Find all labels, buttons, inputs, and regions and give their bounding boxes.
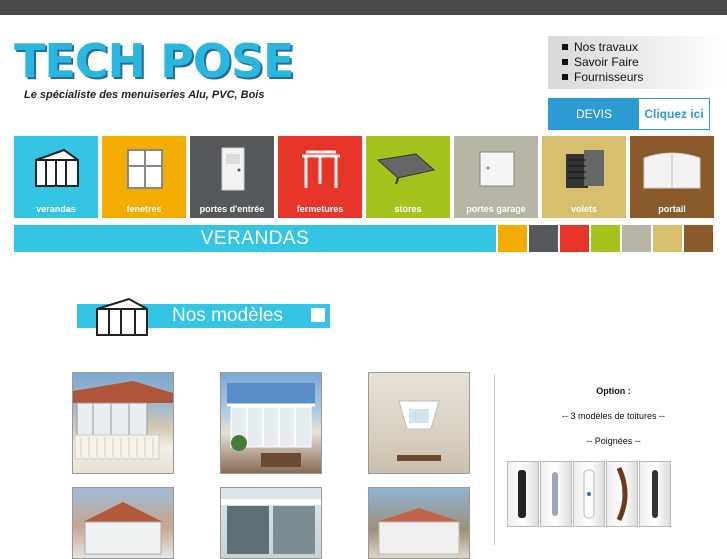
category-label: stores [394, 204, 422, 214]
handle-image[interactable] [573, 461, 605, 527]
veranda-icon [95, 297, 149, 337]
link-savoir-faire[interactable] [548, 55, 727, 70]
category-fenetres[interactable] [102, 136, 186, 218]
category-nav [14, 136, 714, 218]
devis-button[interactable] [548, 98, 710, 130]
category-label: portes d'entrée [199, 204, 265, 214]
pergola-icon [298, 146, 344, 192]
category-label: volets [570, 204, 597, 214]
models-title: Nos modèles [172, 305, 283, 326]
handle-image[interactable] [639, 461, 671, 527]
handle-dark-icon [640, 462, 670, 526]
category-portail[interactable] [630, 136, 714, 218]
veranda-icon [34, 146, 80, 192]
link-fournisseurs[interactable] [548, 70, 727, 85]
options-roofs: -- 3 modèles de toitures -- [561, 411, 666, 421]
logo-subtitle: Le spécialiste des menuiseries Alu, PVC, Bois [24, 89, 265, 101]
swatch-portail[interactable] [684, 225, 713, 252]
category-label: verandas [36, 204, 76, 214]
column-separator [494, 374, 495, 545]
awning-icon [376, 146, 436, 192]
model-photo[interactable] [72, 372, 174, 474]
swatch-portes-entree[interactable] [529, 225, 558, 252]
models-header [77, 297, 330, 337]
swatch-fenetres[interactable] [498, 225, 527, 252]
link-label: Savoir Faire [574, 55, 639, 69]
category-label: fermetures [296, 204, 344, 214]
link-label: Nos travaux [574, 40, 639, 54]
checkbox-icon [311, 308, 325, 322]
bullet-icon [562, 59, 568, 65]
veranda-photo-image [221, 373, 321, 473]
veranda-photo-image [73, 373, 173, 473]
category-label: fenetres [126, 204, 162, 214]
bullet-icon [562, 74, 568, 80]
top-bar [0, 0, 727, 15]
veranda-photo-image [369, 373, 469, 473]
category-stores[interactable] [366, 136, 450, 218]
window-icon [122, 146, 168, 192]
handle-image[interactable] [606, 461, 638, 527]
options-title: Option : [596, 386, 631, 396]
link-nos-travaux[interactable] [548, 40, 727, 55]
handle-image[interactable] [507, 461, 539, 527]
model-photo[interactable] [368, 487, 470, 559]
devis-cta[interactable]: Cliquez ici [639, 99, 709, 129]
handle-curved-icon [607, 462, 637, 526]
logo-title: TECH POSE [14, 34, 294, 88]
swatch-portes-garage[interactable] [622, 225, 651, 252]
shutter-icon [562, 146, 608, 192]
category-verandas[interactable] [14, 136, 98, 218]
model-photo[interactable] [220, 487, 322, 559]
bullet-icon [562, 44, 568, 50]
handle-white-icon [574, 462, 604, 526]
link-label: Fournisseurs [574, 70, 644, 84]
model-photo[interactable] [220, 372, 322, 474]
model-photo[interactable] [368, 372, 470, 474]
swatch-stores[interactable] [591, 225, 620, 252]
section-banner [14, 225, 496, 252]
category-portes-entree[interactable] [190, 136, 274, 218]
category-label: portes garage [466, 204, 526, 214]
top-links [548, 36, 727, 89]
category-portes-garage[interactable] [454, 136, 538, 218]
model-photo[interactable] [72, 487, 174, 559]
category-fermetures[interactable] [278, 136, 362, 218]
site-logo[interactable] [14, 34, 294, 101]
swatch-fermetures[interactable] [560, 225, 589, 252]
door-icon [210, 146, 256, 192]
handle-grey-icon [541, 462, 571, 526]
garage-door-icon [474, 146, 520, 192]
gate-icon [642, 146, 702, 192]
category-volets[interactable] [542, 136, 626, 218]
options-handles: -- Poignées -- [586, 436, 641, 446]
banner-title: VERANDAS [200, 228, 310, 249]
handle-image[interactable] [540, 461, 572, 527]
devis-label: DEVIS [549, 99, 639, 129]
swatch-volets[interactable] [653, 225, 682, 252]
veranda-photo-image [73, 488, 173, 558]
veranda-photo-image [369, 488, 469, 558]
handle-black-icon [508, 462, 538, 526]
category-label: portail [658, 204, 686, 214]
veranda-photo-image [221, 488, 321, 558]
